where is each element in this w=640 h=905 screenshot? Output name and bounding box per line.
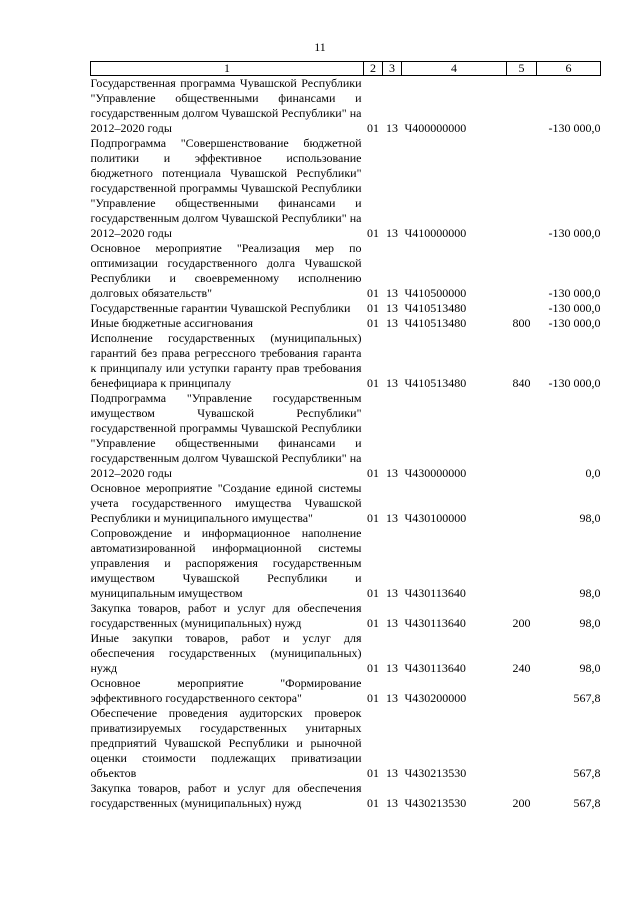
amount-cell: -130 000,0 [548, 376, 601, 390]
amount-cell: 567,8 [573, 691, 601, 705]
table-row [91, 241, 601, 301]
amount-cell: 98,0 [579, 511, 601, 525]
subsection-code-cell: 13 [386, 121, 398, 135]
row-name-cell: Подпрограмма "Управление государственным имуществом Чувашской Республики" государственной программы Чувашской Республики "Управление общественными финансами и государственным долгом Чувашской Республики" на 2012–2020 годы [90, 391, 362, 480]
amount-cell: 567,8 [573, 766, 601, 780]
section-code-cell: 01 [367, 301, 379, 315]
subsection-code-cell: 13 [386, 286, 398, 300]
expense-type-cell [507, 76, 537, 137]
target-article-cell: Ч410513480 [404, 376, 467, 390]
target-article-cell: Ч410000000 [404, 226, 467, 240]
target-article-cell: Ч430100000 [404, 511, 467, 525]
subsection-code-cell: 13 [386, 616, 398, 630]
target-article-cell: Ч430000000 [404, 466, 467, 480]
subsection-code-cell: 13 [386, 301, 398, 315]
page-number: 11 [314, 40, 326, 54]
subsection-code-cell: 13 [386, 766, 398, 780]
target-article-cell: Ч410500000 [404, 286, 467, 300]
expense-type-cell [507, 481, 537, 526]
table-header-row [91, 62, 601, 76]
amount-cell: 98,0 [579, 616, 601, 630]
table-row [91, 526, 601, 601]
expense-type-cell [507, 241, 537, 301]
row-name-cell: Иные закупки товаров, работ и услуг для обеспечения государственных (муниципальных) нужд [90, 631, 362, 675]
target-article-cell: Ч410513480 [404, 316, 467, 330]
target-article-cell: Ч430113640 [404, 661, 466, 675]
row-name-cell: Государственные гарантии Чувашской Республики [90, 301, 351, 315]
amount-cell: 567,8 [573, 796, 601, 810]
amount-cell: -130 000,0 [548, 286, 601, 300]
table-row [91, 316, 601, 331]
subsection-code-cell: 13 [386, 661, 398, 675]
expense-type-cell: 200 [512, 796, 531, 810]
row-name-cell: Иные бюджетные ассигнования [90, 316, 253, 330]
budget-table [90, 61, 601, 811]
table-row [91, 136, 601, 241]
row-name-cell: Подпрограмма "Совершенствование бюджетной политики и эффективное использование бюджетного потенциала Чувашской Республики" государственной программы Чувашской Республики "Управление общественными финансами и государственным долгом Чувашской Республики" на 2012–2020 годы [90, 136, 362, 240]
target-article-cell: Ч430113640 [404, 616, 466, 630]
expense-type-cell [507, 526, 537, 601]
expense-type-cell [507, 706, 537, 781]
expense-type-cell [507, 676, 537, 706]
table-row [91, 76, 601, 137]
amount-cell: -130 000,0 [548, 121, 601, 135]
section-code-cell: 01 [367, 616, 379, 630]
expense-type-cell [507, 301, 537, 316]
expense-type-cell: 840 [512, 376, 531, 390]
subsection-code-cell: 13 [386, 466, 398, 480]
table-row [91, 676, 601, 706]
row-name-cell: Основное мероприятие "Реализация мер по оптимизации государственного долга Чувашской Республики и своевременному исполнению долговых обязательств" [90, 241, 362, 300]
target-article-cell: Ч430113640 [404, 586, 466, 600]
target-article-cell: Ч400000000 [404, 121, 467, 135]
section-code-cell: 01 [367, 376, 379, 390]
table-row [91, 601, 601, 631]
section-code-cell: 01 [367, 121, 379, 135]
subsection-code-cell: 13 [386, 796, 398, 810]
table-body [91, 76, 601, 812]
subsection-code-cell: 13 [386, 226, 398, 240]
row-name-cell: Государственная программа Чувашской Республики "Управление общественными финансами и государственным долгом Чувашской Республики" на 2012–2020 годы [90, 76, 362, 135]
table-row [91, 781, 601, 811]
table-row [91, 706, 601, 781]
section-code-cell: 01 [367, 316, 379, 330]
table-row [91, 631, 601, 676]
section-code-cell: 01 [367, 466, 379, 480]
column-header: 2 [364, 62, 383, 76]
column-header: 5 [507, 62, 537, 76]
row-name-cell: Закупка товаров, работ и услуг для обеспечения государственных (муниципальных) нужд [90, 781, 362, 810]
section-code-cell: 01 [367, 286, 379, 300]
amount-cell: 98,0 [579, 586, 601, 600]
target-article-cell: Ч430213530 [404, 796, 467, 810]
row-name-cell: Закупка товаров, работ и услуг для обеспечения государственных (муниципальных) нужд [90, 601, 362, 630]
row-name-cell: Сопровождение и информационное наполнение автоматизированной информационной системы управления и распоряжения государственным имуществом Чувашской Республики и муниципальным имуществом [90, 526, 362, 600]
table-row [91, 301, 601, 316]
section-code-cell: 01 [367, 766, 379, 780]
row-name-cell: Основное мероприятие "Создание единой системы учета государственного имущества Чувашской Республики и муниципального имущества" [90, 481, 362, 525]
subsection-code-cell: 13 [386, 376, 398, 390]
subsection-code-cell: 13 [386, 586, 398, 600]
table-row [91, 481, 601, 526]
subsection-code-cell: 13 [386, 511, 398, 525]
section-code-cell: 01 [367, 691, 379, 705]
section-code-cell: 01 [367, 226, 379, 240]
row-name-cell: Основное мероприятие "Формирование эффективного государственного сектора" [90, 676, 362, 705]
section-code-cell: 01 [367, 586, 379, 600]
section-code-cell: 01 [367, 796, 379, 810]
amount-cell: 0,0 [585, 466, 601, 480]
amount-cell: -130 000,0 [548, 316, 601, 330]
subsection-code-cell: 13 [386, 691, 398, 705]
amount-cell: -130 000,0 [548, 226, 601, 240]
expense-type-cell: 240 [512, 661, 531, 675]
column-header: 6 [537, 62, 601, 76]
expense-type-cell: 200 [512, 616, 531, 630]
column-header: 4 [402, 62, 507, 76]
target-article-cell: Ч410513480 [404, 301, 467, 315]
row-name-cell: Исполнение государственных (муниципальных) гарантий без права регрессного требования гаранта к принципалу или уступки гаранту прав требования бенефициара к принципалу [90, 331, 362, 390]
row-name-cell: Обеспечение проведения аудиторских проверок приватизируемых государственных унитарных предприятий Чувашской Республики и рыночной оценки стоимости подлежащих приватизации объектов [90, 706, 362, 780]
section-code-cell: 01 [367, 511, 379, 525]
column-header: 1 [91, 62, 364, 76]
column-header: 3 [383, 62, 402, 76]
expense-type-cell: 800 [512, 316, 531, 330]
table-row [91, 391, 601, 481]
expense-type-cell [507, 391, 537, 481]
amount-cell: -130 000,0 [548, 301, 601, 315]
expense-type-cell [507, 136, 537, 241]
target-article-cell: Ч430200000 [404, 691, 467, 705]
target-article-cell: Ч430213530 [404, 766, 467, 780]
table-row [91, 331, 601, 391]
amount-cell: 98,0 [579, 661, 601, 675]
section-code-cell: 01 [367, 661, 379, 675]
subsection-code-cell: 13 [386, 316, 398, 330]
